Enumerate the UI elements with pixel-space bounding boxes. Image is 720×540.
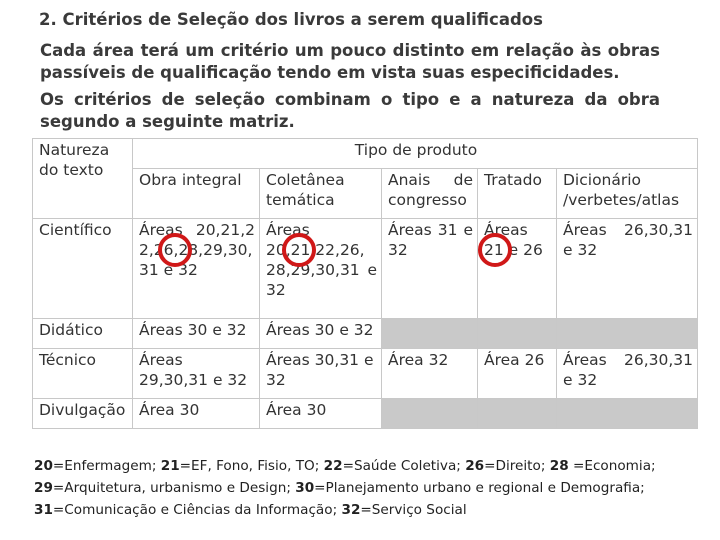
- table-cell: Áreas 20,21,22,26,28,29,30,31 e 32: [133, 219, 260, 319]
- legend-item: 32=Serviço Social: [341, 502, 467, 518]
- empty-cell: [557, 399, 698, 429]
- table-cell: Áreas 30 e 32: [260, 319, 382, 349]
- empty-cell: [557, 319, 698, 349]
- row-label: Didático: [33, 319, 133, 349]
- empty-cell: [478, 399, 557, 429]
- table-row: [33, 349, 698, 399]
- legend-item: 22=Saúde Coletiva;: [323, 458, 466, 474]
- selection-matrix-table: [32, 138, 698, 429]
- table-cell: Áreas 30 e 32: [133, 319, 260, 349]
- empty-cell: [478, 319, 557, 349]
- area-code-legend: [34, 455, 694, 521]
- table-cell: Áreas 26,30,31 e 32: [557, 219, 698, 319]
- table-cell: Área 32: [382, 349, 478, 399]
- legend-item: 21=EF, Fono, Fisio, TO;: [160, 458, 324, 474]
- empty-cell: [382, 319, 478, 349]
- corner-header: Natureza do texto: [33, 139, 133, 219]
- column-header: Tratado: [478, 169, 557, 219]
- column-header: Obra integral: [133, 169, 260, 219]
- empty-cell: [382, 399, 478, 429]
- legend-item: 30=Planejamento urbano e regional e Demografia;: [295, 480, 645, 496]
- table-cell: Áreas 20,21,22,26, 28,29,30,31 e 32: [260, 219, 382, 319]
- table-row: [33, 399, 698, 429]
- legend-item: 29=Arquitetura, urbanismo e Design;: [34, 480, 296, 496]
- legend-item: 20=Enfermagem;: [34, 458, 161, 474]
- highlight-circle: [158, 233, 192, 267]
- column-header: Coletânea temática: [260, 169, 382, 219]
- table-cell: Área 30: [260, 399, 382, 429]
- section-title: 2. Critérios de Seleção dos livros a serem qualificados: [39, 10, 543, 29]
- table-cell: Áreas 21 e 26: [478, 219, 557, 319]
- table-cell: Áreas 31 e 32: [382, 219, 478, 319]
- column-header: Dicionário /verbetes/atlas: [557, 169, 698, 219]
- row-label: Divulgação: [33, 399, 133, 429]
- intro-paragraph: Cada área terá um critério um pouco distinto em relação às obras passíveis de qualificação tendo em vista suas especificidades.: [40, 41, 660, 82]
- table-row: [33, 219, 698, 319]
- table-cell: Área 26: [478, 349, 557, 399]
- product-type-header: Tipo de produto: [133, 139, 698, 169]
- legend-item: 28 =Economia;: [549, 458, 656, 474]
- matrix-intro-paragraph: Os critérios de seleção combinam o tipo e a natureza da obra segundo a seguinte matriz.: [40, 90, 660, 131]
- row-label: Científico: [33, 219, 133, 319]
- table-cell: Áreas 26,30,31 e 32: [557, 349, 698, 399]
- table-cell: Áreas 29,30,31 e 32: [133, 349, 260, 399]
- column-header: Anais de congresso: [382, 169, 478, 219]
- table-cell: Áreas 30,31 e 32: [260, 349, 382, 399]
- table-cell: Área 30: [133, 399, 260, 429]
- table-row: [33, 319, 698, 349]
- highlight-circle: [478, 233, 512, 267]
- legend-item: 31=Comunicação e Ciências da Informação;: [34, 502, 342, 518]
- legend-item: 26=Direito;: [465, 458, 550, 474]
- highlight-circle: [282, 233, 316, 267]
- row-label: Técnico: [33, 349, 133, 399]
